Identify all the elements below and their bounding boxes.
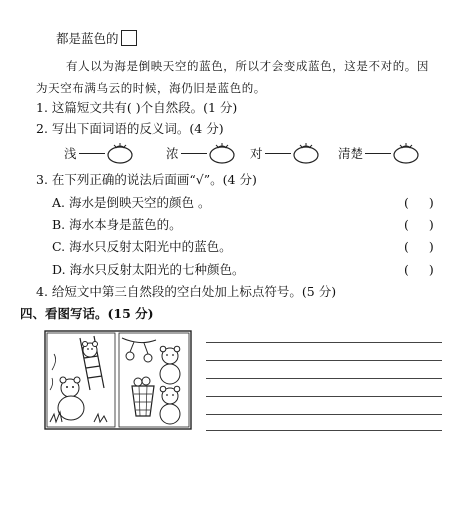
antonym-word: 浅 — [64, 146, 77, 161]
tomato-icon[interactable] — [107, 142, 133, 164]
antonym-item-4 — [338, 142, 419, 164]
antonym-word: 对 — [250, 146, 263, 161]
question-2: 2. 写出下面词语的反义词。(4 分) — [36, 121, 224, 136]
writing-line-2[interactable] — [206, 360, 442, 361]
passage-line-2: 为天空布满乌云的时候，海仍旧是蓝色的。 — [36, 81, 266, 95]
question-1: 1. 这篇短文共有( )个自然段。(1 分) — [36, 100, 238, 115]
antonym-item-1 — [64, 142, 133, 164]
top-line — [56, 30, 137, 47]
tomato-icon[interactable] — [209, 142, 235, 164]
answer-dash — [79, 153, 105, 154]
answer-paren-d[interactable]: () — [404, 262, 454, 277]
option-d: D. 海水只反射太阳光的七种颜色。 — [52, 262, 245, 277]
bear-picture-illustration — [44, 330, 192, 430]
option-a: A. 海水是倒映天空的颜色 。 — [52, 195, 211, 210]
question-3: 3. 在下列正确的说法后面画“√”。(4 分) — [36, 172, 257, 187]
question-4: 4. 给短文中第三自然段的空白处加上标点符号。(5 分) — [36, 284, 337, 299]
answer-dash — [365, 153, 391, 154]
top-line-text: 都是蓝色的 — [56, 31, 119, 46]
answer-paren-a[interactable]: () — [404, 195, 454, 210]
passage-line-1: 有人以为海是倒映天空的蓝色，所以才会变成蓝色，这是不对的。因 — [66, 59, 429, 73]
section-4-title: 四、看图写话。(15 分) — [20, 306, 154, 321]
blank-box — [121, 30, 137, 46]
writing-line-4[interactable] — [206, 396, 442, 397]
antonym-item-3 — [250, 142, 319, 164]
writing-line-5[interactable] — [206, 414, 442, 415]
antonym-word: 浓 — [166, 146, 179, 161]
answer-paren-b[interactable]: () — [404, 217, 454, 232]
tomato-icon[interactable] — [293, 142, 319, 164]
antonym-item-2 — [166, 142, 235, 164]
antonym-word: 清楚 — [338, 146, 364, 161]
answer-dash — [181, 153, 207, 154]
writing-line-1[interactable] — [206, 342, 442, 343]
option-c: C. 海水只反射太阳光中的蓝色。 — [52, 239, 232, 254]
writing-line-3[interactable] — [206, 378, 442, 379]
answer-dash — [265, 153, 291, 154]
writing-line-6[interactable] — [206, 430, 442, 431]
answer-paren-c[interactable]: () — [404, 239, 454, 254]
tomato-icon[interactable] — [393, 142, 419, 164]
option-b: B. 海水本身是蓝色的。 — [52, 217, 182, 232]
